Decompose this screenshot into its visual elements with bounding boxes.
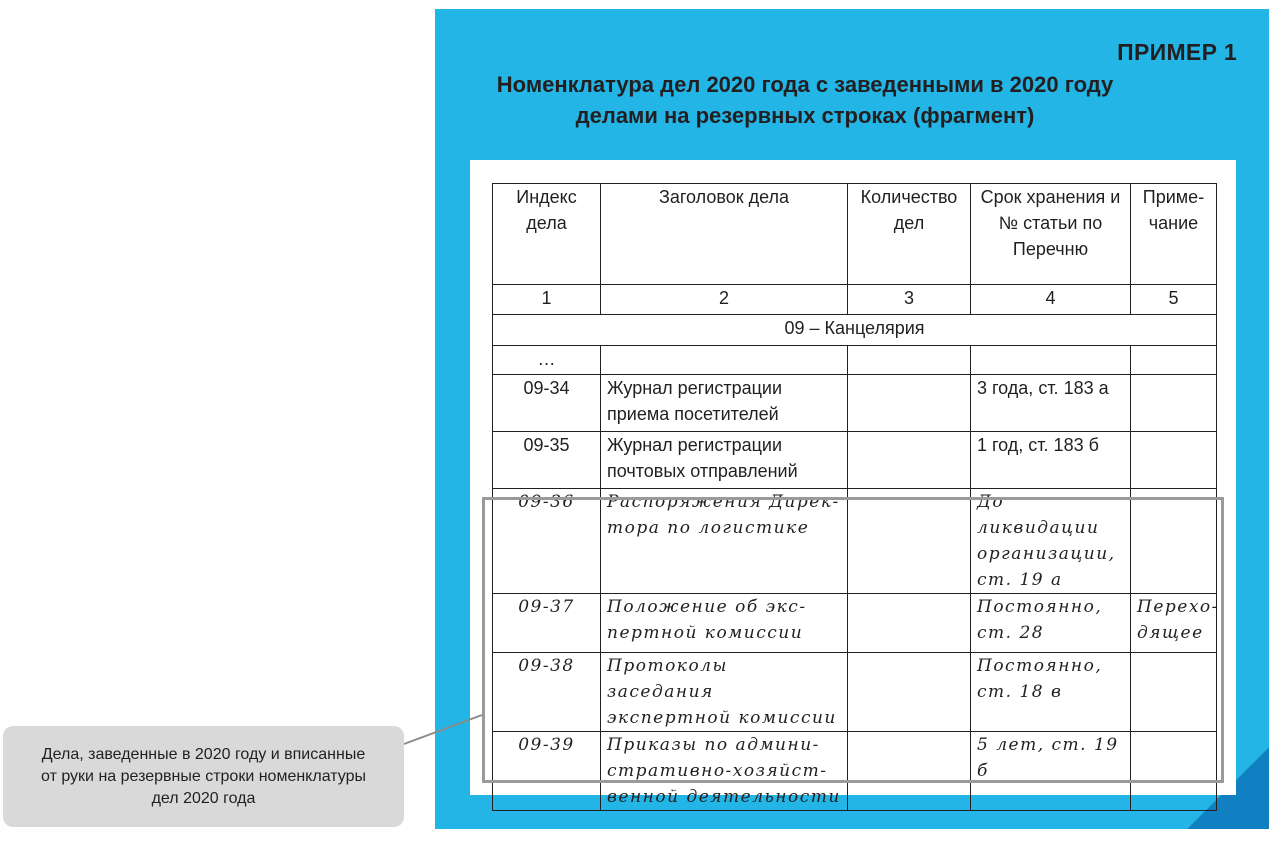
- document-title: Номенклатура дел 2020 года с заведенными в 2020 году делами на резервных строках (фрагмент): [496, 72, 1114, 128]
- row-index: 09-35: [493, 432, 601, 489]
- row-retention: Постоянно, ст. 28: [971, 594, 1131, 653]
- callout-text: Дела, заведенные в 2020 году и вписанные от руки на резервные строки номенклатуры дел 2020 года: [41, 745, 366, 807]
- column-number: 2: [601, 285, 848, 315]
- row-title: Журнал регистрации приема посетителей: [601, 375, 848, 432]
- row-retention: До ликвидации организации, ст. 19 а: [971, 489, 1131, 594]
- column-numbers-row: [493, 285, 1217, 315]
- row-note: Переходящее: [1131, 594, 1217, 653]
- ellipsis-row: [493, 346, 1217, 375]
- row-title: Распоряжения Директора по логистике: [601, 489, 848, 594]
- row-title: Протоколы заседания экспертной комиссии: [601, 653, 848, 732]
- row-retention: 1 год, ст. 183 б: [971, 432, 1131, 489]
- row-count: [848, 432, 971, 489]
- ellipsis: …: [493, 346, 601, 375]
- row-retention: 5 лет, ст. 19 б: [971, 732, 1131, 811]
- row-index: 09-37: [493, 594, 601, 653]
- example-label: ПРИМЕР 1: [1117, 39, 1237, 65]
- header-index: Индекс дела: [493, 184, 601, 285]
- column-number: 3: [848, 285, 971, 315]
- table-row: [493, 375, 1217, 432]
- row-retention: Постоянно, ст. 18 в: [971, 653, 1131, 732]
- column-number: 1: [493, 285, 601, 315]
- header-title: Заголовок дела: [601, 184, 848, 285]
- column-number: 5: [1131, 285, 1217, 315]
- row-title: Приказы по административно-хозяйственной деятельности: [601, 732, 848, 811]
- row-count: [848, 375, 971, 432]
- header-retention: Срок хранения и № статьи по Перечню: [971, 184, 1131, 285]
- table-row: [493, 432, 1217, 489]
- row-index: 09-39: [493, 732, 601, 811]
- column-number: 4: [971, 285, 1131, 315]
- callout-note: [3, 726, 404, 827]
- row-index: 09-34: [493, 375, 601, 432]
- row-retention: 3 года, ст. 183 а: [971, 375, 1131, 432]
- row-note: [1131, 375, 1217, 432]
- header-count: Количество дел: [848, 184, 971, 285]
- section-title: 09 – Канцелярия: [493, 315, 1217, 346]
- row-index: 09-38: [493, 653, 601, 732]
- handwritten-rows-highlight: [482, 497, 1224, 783]
- row-index: 09-36: [493, 489, 601, 594]
- header-note: Примечание: [1131, 184, 1217, 285]
- section-row: [493, 315, 1217, 346]
- table-header-row: [493, 184, 1217, 285]
- row-title: Журнал регистрации почтовых отправлений: [601, 432, 848, 489]
- row-title: Положение об экспертной комиссии: [601, 594, 848, 653]
- row-note: [1131, 432, 1217, 489]
